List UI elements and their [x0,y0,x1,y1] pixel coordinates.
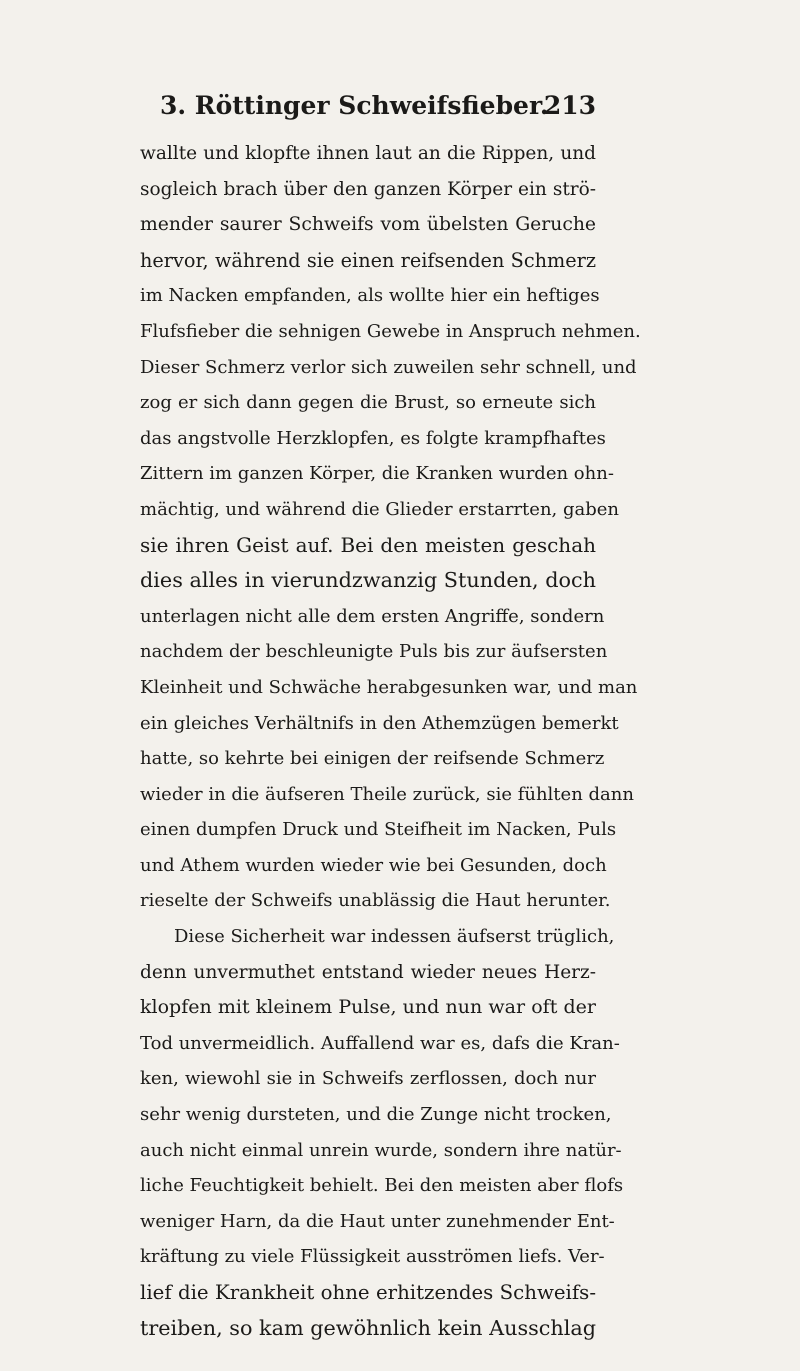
text-line: liche Feuchtigkeit behielt. Bei den meisten aber flofs [140,1175,624,1197]
text-line: wieder in die äufseren Theile zurück, sie fühlten dann [140,783,634,805]
text-line: ein gleiches Verhältnifs in den Athemzügen bemerkt [140,712,619,734]
text-line: unterlagen nicht alle dem ersten Angriffe, sondern [140,605,605,627]
text-line: sie ihren Geist auf. Bei den meisten geschah [140,532,596,557]
text-line: sehr wenig dursteten, und die Zunge nicht trocken, [140,1104,612,1126]
text-line: einen dumpfen Druck und Steifheit im Nacken, Puls [140,819,617,841]
text-line: treiben, so kam gewöhnlich kein Ausschlag [140,1315,597,1340]
text-line: nachdem der beschleunigte Puls bis zur äufsersten [140,641,608,663]
text-line: dies alles in vierundzwanzig Stunden, doch [140,568,596,593]
text-line: Diese Sicherheit war indessen äufserst trüglich, [174,926,615,948]
text-line: Zittern im ganzen Körper, die Kranken wurden ohn- [140,463,614,485]
text-line: hervor, während sie einen reifsenden Schmerz [140,248,596,272]
text-line: denn unvermuthet entstand wieder neues Herz- [140,961,596,983]
text-line: auch nicht einmal unrein wurde, sondern ihre natür- [140,1139,622,1161]
text-line: Dieser Schmerz verlor sich zuweilen sehr schnell, und [140,356,637,378]
page-number: 213 [543,91,596,120]
text-line: das angstvolle Herzklopfen, es folgte krampfhaftes [140,427,606,449]
text-line: sogleich brach über den ganzen Körper ein strö- [140,178,596,200]
text-line: lief die Krankheit ohne erhitzendes Schweifs- [140,1281,596,1304]
running-title: 3. Röttinger Schweifsfieber. [160,91,549,120]
text-line: hatte, so kehrte bei einigen der reifsende Schmerz [140,748,605,770]
text-line: ken, wiewohl sie in Schweifs zerflossen, doch nur [140,1068,596,1090]
text-line: zog er sich dann gegen die Brust, so erneute sich [140,392,596,414]
text-line: mender saurer Schweifs vom übelsten Geruche [140,214,596,236]
text-line: und Athem wurden wieder wie bei Gesunden, doch [140,854,607,876]
text-line: weniger Harn, da die Haut unter zunehmender Ent- [140,1210,615,1232]
text-line: Tod unvermeidlich. Auffallend war es, dafs die Kran- [140,1032,620,1054]
text-line: rieselte der Schweifs unablässig die Haut herunter. [140,890,611,912]
text-line: klopfen mit kleinem Pulse, und nun war oft der [140,996,596,1019]
text-line: mächtig, und während die Glieder erstarrten, gaben [140,498,619,520]
text-line: Kleinheit und Schwäche herabgesunken war, und man [140,676,638,698]
text-line: wallte und klopfte ihnen laut an die Rippen, und [140,143,596,164]
text-line: Flufsfieber die sehnigen Gewebe in Anspruch nehmen. [140,320,641,342]
running-head [160,88,596,124]
text-line: kräftung zu viele Flüssigkeit ausströmen liefs. Ver- [140,1246,605,1268]
body-text [140,136,641,1346]
text-line: im Nacken empfanden, als wollte hier ein heftiges [140,285,600,307]
